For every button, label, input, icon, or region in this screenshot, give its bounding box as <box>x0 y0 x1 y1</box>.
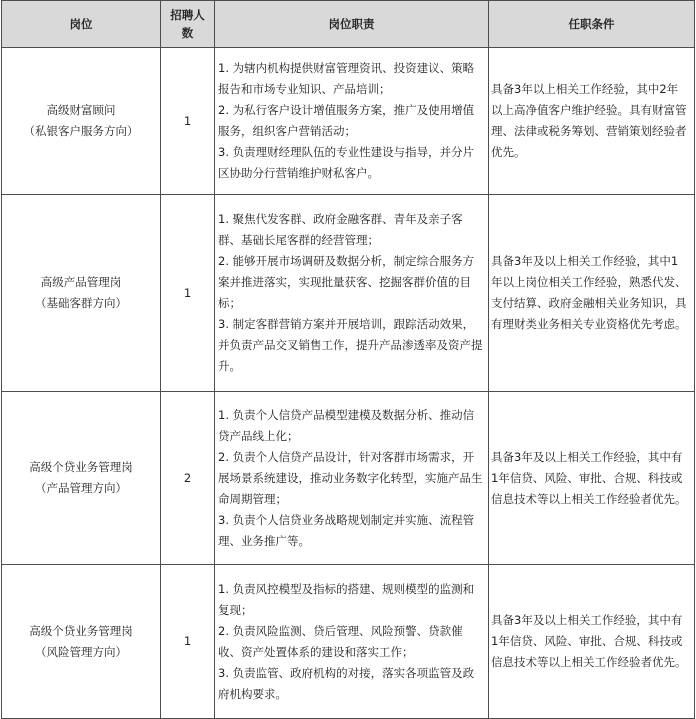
position-cell <box>2 48 161 195</box>
duty-item: 2. 负责风险监测、贷后管理、风险预警、贷款催收、资产处置体系的建设和落实工作； <box>218 623 463 659</box>
header-requirements: 任职条件 <box>489 1 695 48</box>
count-cell: 2 <box>161 392 215 565</box>
position-name: 高级个贷业务管理岗 <box>29 460 133 474</box>
table-row <box>2 48 695 195</box>
position-name: 高级个贷业务管理岗 <box>29 623 133 638</box>
duty-item: 1. 聚焦代发客群、政府金融客群、青年及亲子客群、基础长尾客群的经营管理； <box>218 212 463 247</box>
position-direction: （基础客群方向） <box>35 296 127 310</box>
duties-cell <box>215 195 489 392</box>
requirements-cell: 具备3年及以上相关工作经验，其中有1年信贷、风险、审批、合规、科技或信息技术等以上相关工作经验者优先。 <box>489 392 695 565</box>
position-name: 高级财富顾问 <box>46 103 116 117</box>
header-position: 岗位 <box>2 1 161 48</box>
duty-item: 1. 负责风控模型及指标的搭建、规则模型的监测和复现； <box>218 581 475 617</box>
table-row <box>2 195 695 392</box>
header-count-line1: 招聘人 <box>170 8 205 22</box>
table-row <box>2 565 695 719</box>
table-row <box>2 392 695 565</box>
position-direction: （私银客户服务方向） <box>23 124 139 138</box>
count-cell: 1 <box>161 48 215 195</box>
duty-item: 2. 为私行客户设计增值服务方案，推广及使用增值服务，组织客户营销活动； <box>218 103 475 138</box>
duty-item: 3. 制定客群营销方案并开展培训，跟踪活动效果，并负责产品交叉销售工作，提升产品渗透率及资产提升。 <box>218 317 483 373</box>
position-direction: （风险管理方向） <box>35 644 127 659</box>
duty-item: 3. 负责监管、政府机构的对接，落实各项监管及政府机构要求。 <box>218 665 475 701</box>
count-cell: 1 <box>161 195 215 392</box>
count-cell: 1 <box>161 565 215 719</box>
header-row <box>2 1 695 48</box>
duties-cell <box>215 48 489 195</box>
duty-item: 1. 负责个人信贷产品模型建模及数据分析、推动信贷产品线上化； <box>218 407 475 443</box>
duties-cell <box>215 392 489 565</box>
duty-item: 3. 负责个人信贷业务战略规划制定并实施、流程管理、业务推广等。 <box>218 512 475 548</box>
position-cell <box>2 565 161 719</box>
duty-item: 3. 负责理财经理队伍的专业性建设与指导，并分片区协助分行营销维护财私客户。 <box>218 145 475 180</box>
position-cell <box>2 195 161 392</box>
duty-item: 2. 负责个人信贷产品设计，针对客群市场需求，开展场景系统建设，推动业务数字化转型，实施产品生命周期管理； <box>218 449 483 506</box>
duty-item: 1. 为辖内机构提供财富管理资讯、投资建议、策略报告和市场专业知识、产品培训； <box>218 61 475 96</box>
duty-item: 2. 能够开展市场调研及数据分析，制定综合服务方案并推进落实，实现批量获客、挖掘客群价值的目标； <box>218 254 475 310</box>
requirements-cell: 具备3年以上相关工作经验，其中2年以上高净值客户维护经验。具有财富管理、法律或税务筹划、营销策划经验者优先。 <box>489 48 695 195</box>
recruitment-table <box>1 0 695 719</box>
position-direction: （产品管理方向） <box>35 481 127 495</box>
requirements-cell: 具备3年及以上相关工作经验，其中有1年信贷、风险、审批、合规、科技或信息技术等以上相关工作经验者优先。 <box>489 565 695 719</box>
position-cell <box>2 392 161 565</box>
header-count-line2: 数 <box>181 26 194 40</box>
header-duties: 岗位职责 <box>215 1 489 48</box>
requirements-cell: 具备3年及以上相关工作经验，其中1年以上岗位相关工作经验，熟悉代发、支付结算、政府金融相关业务知识，具有理财类业务相关专业资格优先考虑。 <box>489 195 695 392</box>
header-count <box>161 1 215 48</box>
duties-cell <box>215 565 489 719</box>
position-name: 高级产品管理岗 <box>40 275 122 289</box>
